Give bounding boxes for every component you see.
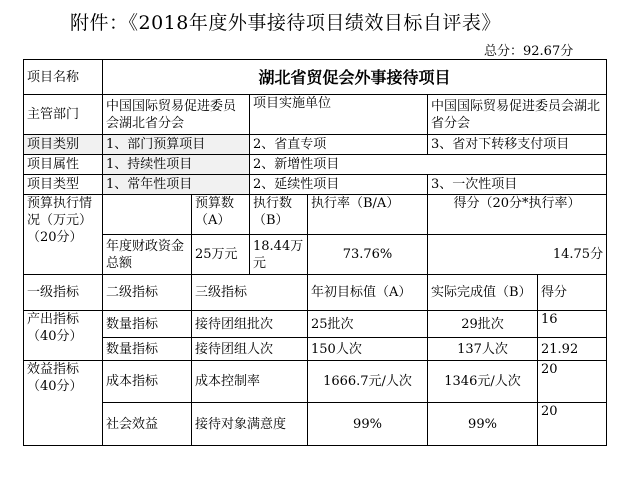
type-row: [24, 175, 607, 195]
attribute-option: 2、新增性项目: [250, 155, 607, 175]
score-value: 20: [538, 403, 607, 446]
impl-value: 中国国际贸易促进委员会湖北省分会: [428, 95, 607, 135]
second-indicator: 成本指标: [103, 361, 192, 403]
type-label: 项目类型: [24, 175, 103, 195]
budget-value: 73.76%: [308, 235, 428, 275]
budget-header-row: [24, 195, 607, 235]
document-title: 附件：《2018年度外事接待项目绩效目标自评表》: [70, 12, 501, 34]
score-value: 20: [538, 361, 607, 403]
score-value: 21.92: [538, 338, 607, 361]
benefit-label: 效益指标（40分）: [24, 361, 103, 446]
budget-value: 25万元: [192, 235, 250, 275]
project-name-row: [24, 60, 607, 95]
category-option: 1、部门预算项目: [103, 135, 250, 155]
category-option: 3、省对下转移支付项目: [428, 135, 607, 155]
indicator-header: 二级指标: [103, 275, 192, 311]
output-sub-label: 数量指标: [103, 338, 192, 361]
third-indicator: 接待团组人次: [192, 338, 308, 361]
actual-value: 29批次: [428, 311, 538, 338]
project-name-label: 项目名称: [24, 60, 103, 95]
actual-value: 99%: [428, 403, 538, 446]
attribute-row: [24, 155, 607, 175]
attribute-option: 1、持续性项目: [103, 155, 250, 175]
category-label: 项目类别: [24, 135, 103, 155]
budget-header: 得分（20分*执行率）: [428, 195, 607, 235]
budget-header: 预算数（A）: [192, 195, 250, 235]
actual-value: 1346元/人次: [428, 361, 538, 403]
second-indicator: 社会效益: [103, 403, 192, 446]
dept-row: [24, 95, 607, 135]
dept-label: 主管部门: [24, 95, 103, 135]
budget-value: 18.44万元: [250, 235, 308, 275]
evaluation-table: [23, 59, 607, 446]
budget-row-label: 年度财政资金总额: [103, 235, 192, 275]
output-sub-label: 数量指标: [103, 311, 192, 338]
type-option: 2、延续性项目: [250, 175, 428, 195]
budget-header-blank: [103, 195, 192, 235]
actual-value: 137人次: [428, 338, 538, 361]
third-indicator: 成本控制率: [192, 361, 308, 403]
third-indicator: 接待对象满意度: [192, 403, 308, 446]
target-value: 25批次: [308, 311, 428, 338]
budget-label: 预算执行情况（万元）（20分）: [24, 195, 103, 275]
target-value: 150人次: [308, 338, 428, 361]
total-score: 总分：92.67分: [484, 44, 574, 59]
indicator-header: 一级指标: [24, 275, 103, 311]
indicator-header-row: [24, 275, 607, 311]
impl-label: 项目实施单位: [250, 95, 428, 135]
budget-value-row: [24, 235, 607, 275]
third-indicator: 接待团组批次: [192, 311, 308, 338]
target-value: 99%: [308, 403, 428, 446]
target-value: 1666.7元/人次: [308, 361, 428, 403]
benefit-row: [24, 361, 607, 403]
score-value: 16: [538, 311, 607, 338]
budget-header: 执行率（B/A）: [308, 195, 428, 235]
budget-header: 执行数（B）: [250, 195, 308, 235]
type-option: 1、常年性项目: [103, 175, 250, 195]
dept-value: 中国国际贸易促进委员会湖北省分会: [103, 95, 250, 135]
budget-value: 14.75分: [428, 235, 607, 275]
indicator-header: 三级指标: [192, 275, 308, 311]
output-label: 产出指标（40分）: [24, 311, 103, 361]
benefit-row: [24, 403, 607, 446]
project-name-value: 湖北省贸促会外事接待项目: [103, 60, 607, 95]
attribute-label: 项目属性: [24, 155, 103, 175]
output-row: [24, 311, 607, 338]
type-option: 3、一次性项目: [428, 175, 607, 195]
category-row: [24, 135, 607, 155]
category-option: 2、省直专项: [250, 135, 428, 155]
output-row: [24, 338, 607, 361]
indicator-header: 得分: [538, 275, 607, 311]
indicator-header: 年初目标值（A）: [308, 275, 428, 311]
indicator-header: 实际完成值（B）: [428, 275, 538, 311]
